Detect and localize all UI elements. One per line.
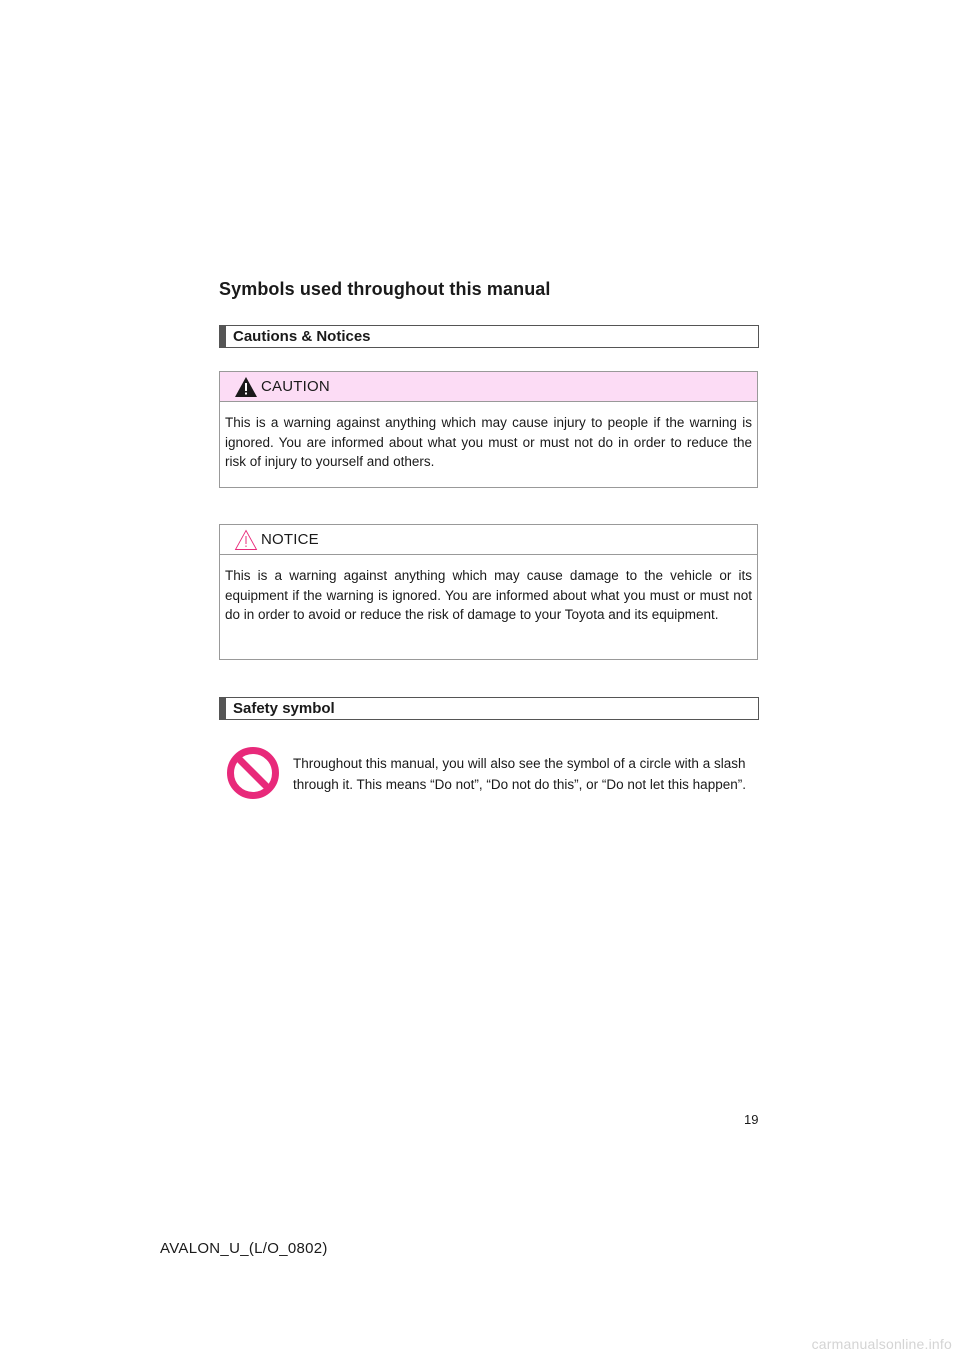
notice-text: This is a warning against anything which may cause damage to the vehicle or its equipment if the warning is ignored. You are informed about what you must or must not do in order to avoid or reduce the risk of damage to your Toyota and its equipment. xyxy=(225,568,752,622)
page-number: 19 xyxy=(744,1112,759,1127)
safety-symbol-description: Throughout this manual, you will also see the symbol of a circle with a slash through it. This means “Do not”, “Do not do this”, or “Do not let this happen”. xyxy=(293,756,746,792)
section-heading-label: Cautions & Notices xyxy=(233,328,371,345)
page-title: Symbols used throughout this manual xyxy=(219,279,551,299)
section-stripe xyxy=(220,326,226,347)
watermark: carmanualsonline.info xyxy=(811,1336,952,1352)
caution-box xyxy=(219,371,758,488)
caution-title: CAUTION xyxy=(261,378,330,395)
warning-triangle-outline-icon xyxy=(234,529,258,551)
notice-header xyxy=(220,525,757,555)
caution-header xyxy=(220,372,757,402)
footer-document-code: AVALON_U_(L/O_0802) xyxy=(160,1240,328,1257)
prohibition-circle-icon xyxy=(226,746,280,800)
warning-triangle-filled-icon xyxy=(234,376,258,398)
section-stripe xyxy=(220,698,226,719)
notice-title: NOTICE xyxy=(261,531,319,548)
section-heading-label: Safety symbol xyxy=(233,700,335,717)
section-heading-safety xyxy=(219,697,759,720)
caution-text: This is a warning against anything which may cause injury to people if the warning is ignored. You are informed about what you must or must not do in order to reduce the risk of injury to yourself and others. xyxy=(225,415,752,469)
notice-box xyxy=(219,524,758,660)
section-heading-cautions xyxy=(219,325,759,348)
